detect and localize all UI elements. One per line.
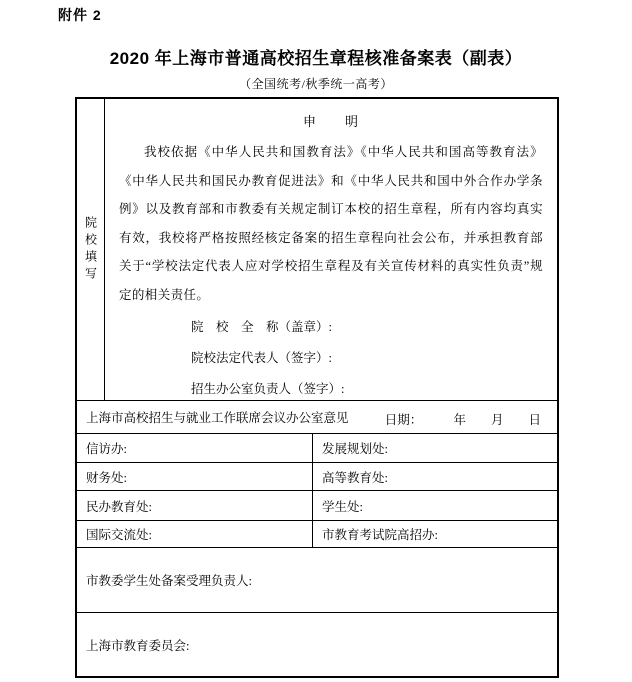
finance-division-label: 财务处: [86,470,127,485]
development-planning-division-label: 发展规划处: [322,442,388,456]
cell-higher-education-division [313,463,557,490]
joint-office-opinion-label: 上海市高校招生与就业工作联席会议办公室意见 [86,411,349,425]
joint-office-opinion-row [77,400,557,433]
student-affairs-division-label: 学生处: [322,499,363,514]
letters-visits-office-label: 信访办: [86,442,127,456]
education-committee-label: 上海市教育委员会: [86,638,190,653]
exam-authority-admissions-office-label: 市教育考试院高招办: [322,528,438,542]
cell-exam-authority-admissions-office [313,521,557,547]
signature-block [191,312,543,405]
cell-development-planning-division [313,434,557,462]
date-line: 日期： 年 月 日 [384,413,541,427]
dept-row-1 [77,433,557,462]
page-title: 2020 年上海市普通高校招生章程核准备案表（副表） [109,49,523,68]
dept-row-2 [77,462,557,490]
signature-line-admissions-director: 招生办公室负责人（签字）: [191,382,345,396]
signature-line-school-name: 院 校 全 称（盖章）: [191,320,332,334]
cell-private-education-division [77,491,313,520]
higher-education-division-label: 高等教育处: [322,470,388,485]
cell-letters-visits-office [77,434,313,462]
signature-line-legal-representative: 院校法定代表人（签字）: [191,351,332,365]
cell-international-exchange-division [77,521,313,547]
international-exchange-division-label: 国际交流处: [86,528,152,542]
attachment-label: 附件 2 [58,7,102,23]
declaration-heading: 申 明 [302,114,359,129]
approval-filing-form-table [75,97,559,678]
private-education-division-label: 民办教育处: [86,499,152,514]
school-fill-header-cell [77,99,105,400]
education-committee-row [77,612,557,676]
page-subtitle: （全国统考/秋季统一高考） [239,77,393,91]
filing-acceptance-label: 市教委学生处备案受理负责人: [86,574,252,588]
dept-row-4 [77,520,557,547]
cell-finance-division [77,463,313,490]
school-fill-vertical-label: 院校填写 [83,215,98,284]
dept-row-3 [77,490,557,520]
cell-student-affairs-division [313,491,557,520]
filing-acceptance-row [77,547,557,612]
declaration-body: 我校依据《中华人民共和国教育法》《中华人民共和国高等教育法》《中华人民共和国民办教育促进法》和《中华人民共和国中外合作办学条例》以及教育部和市教委有关规定制订本校的招生章程，所有内容均真实有效，我校将严格按照经核定备案的招生章程向社会公布，并承担教育部关于“学校法定代表人应对学校招生章程及有关宣传材料的真实性负责”规定的相关责任。 [119,145,543,302]
